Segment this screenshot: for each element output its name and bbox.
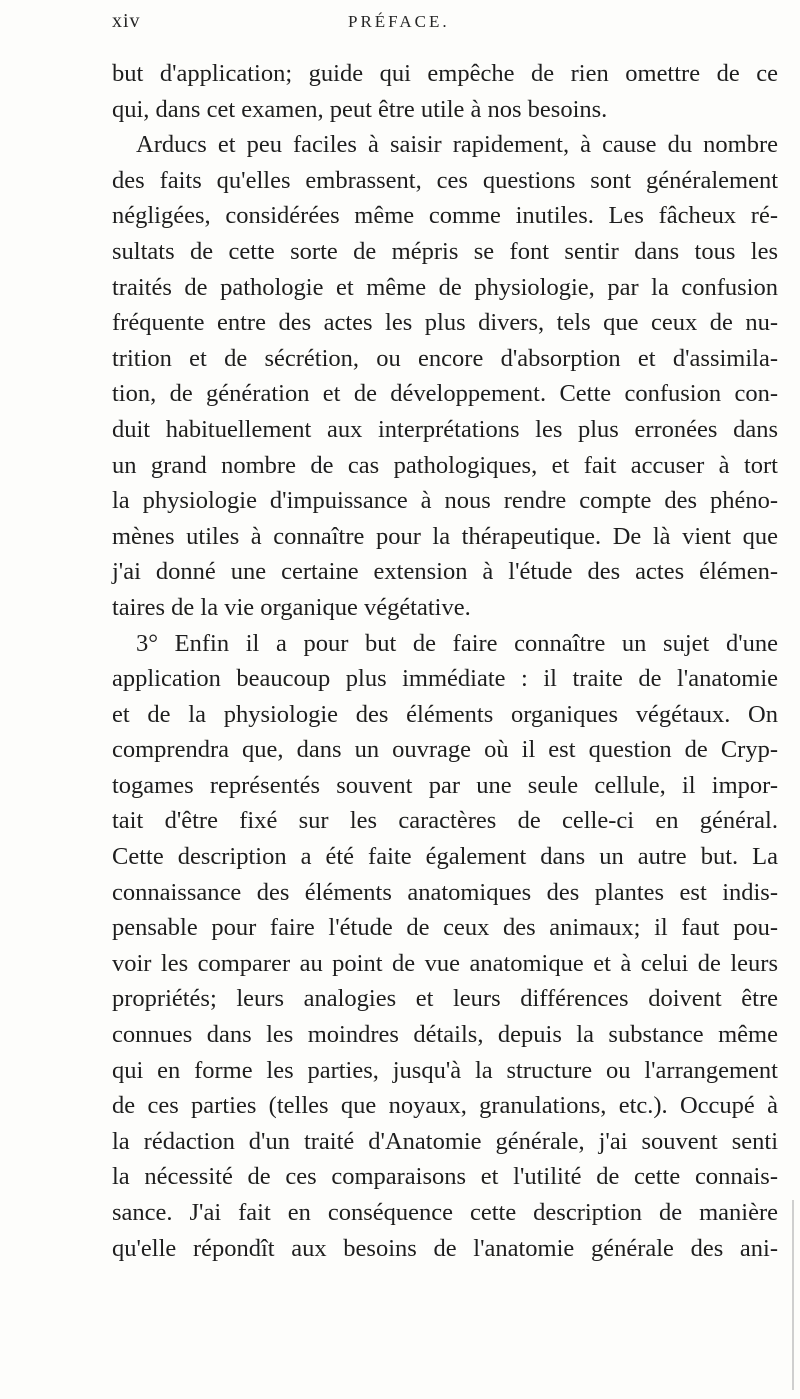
text-line: la nécessité de ces comparaisons et l'utilité de cette connais- xyxy=(112,1163,778,1191)
text-line: de ces parties (telles que noyaux, granulations, etc.). Occupé à xyxy=(112,1092,778,1120)
text-line: mènes utiles à connaître pour la thérapeutique. De là vient que xyxy=(112,522,778,550)
text-line: trition et de sécrétion, ou encore d'absorption et d'assimila- xyxy=(112,344,778,372)
text-line: un grand nombre de cas pathologiques, et fait accuser à tort xyxy=(112,451,778,479)
page-number: xiv xyxy=(112,10,141,32)
text-line: sance. J'ai fait en conséquence cette description de manière xyxy=(112,1199,778,1226)
text-line: tait d'être fixé sur les caractères de celle-ci en général. xyxy=(112,807,778,835)
text-line: la physiologie d'impuissance à nous rendre compte des phéno- xyxy=(112,487,778,515)
text-line: duit habituellement aux interprétations les plus erronées dans xyxy=(112,415,778,443)
text-line: togames représentés souvent par une seule cellule, il impor- xyxy=(112,771,778,799)
text-line: comprendra que, dans un ouvrage où il est question de Cryp- xyxy=(112,736,778,764)
text-line: traités de pathologie et même de physiologie, par la confusion xyxy=(112,273,778,301)
text-line: Cette description a été faite également dans un autre but. La xyxy=(112,843,778,871)
text-line: qu'elle répondît aux besoins de l'anatomie générale des ani- xyxy=(112,1234,778,1262)
text-line: 3° Enfin il a pour but de faire connaître un sujet d'une xyxy=(136,629,778,657)
text-line: des faits qu'elles embrassent, ces questions sont généralement xyxy=(112,166,778,194)
text-line: voir les comparer au point de vue anatomique et à celui de leurs xyxy=(112,949,778,977)
text-line: sultats de cette sorte de mépris se font sentir dans tous les xyxy=(112,237,778,265)
text-line: taires de la vie organique végétative. xyxy=(112,593,471,621)
text-line: tion, de génération et de développement. Cette confusion con- xyxy=(112,380,778,408)
text-line: pensable pour faire l'étude de ceux des animaux; il faut pou- xyxy=(112,914,778,942)
page-edge-shadow xyxy=(792,1200,794,1390)
running-title: PRÉFACE. xyxy=(348,12,450,31)
text-line: la rédaction d'un traité d'Anatomie générale, j'ai souvent senti xyxy=(112,1127,778,1155)
text-line: j'ai donné une certaine extension à l'étude des actes élémen- xyxy=(112,558,778,586)
text-line: propriétés; leurs analogies et leurs différences doivent être xyxy=(112,985,778,1013)
text-line: qui en forme les parties, jusqu'à la structure ou l'arrangement xyxy=(112,1056,778,1084)
running-head xyxy=(78,10,778,50)
text-line: Arducs et peu faciles à saisir rapidement, à cause du nombre xyxy=(136,131,778,159)
text-line: et de la physiologie des éléments organiques végétaux. On xyxy=(112,700,778,728)
text-line: qui, dans cet examen, peut être utile à nos besoins. xyxy=(112,95,608,123)
text-line: connues dans les moindres détails, depuis la substance même xyxy=(112,1021,778,1049)
body-text xyxy=(112,56,778,1266)
text-line: but d'application; guide qui empêche de rien omettre de ce xyxy=(112,60,778,87)
text-line: négligées, considérées même comme inutiles. Les fâcheux ré- xyxy=(112,202,778,230)
text-line: fréquente entre des actes les plus divers, tels que ceux de nu- xyxy=(112,309,778,337)
text-line: connaissance des éléments anatomiques des plantes est indis- xyxy=(112,878,778,906)
text-line: application beaucoup plus immédiate : il traite de l'anatomie xyxy=(112,665,778,693)
